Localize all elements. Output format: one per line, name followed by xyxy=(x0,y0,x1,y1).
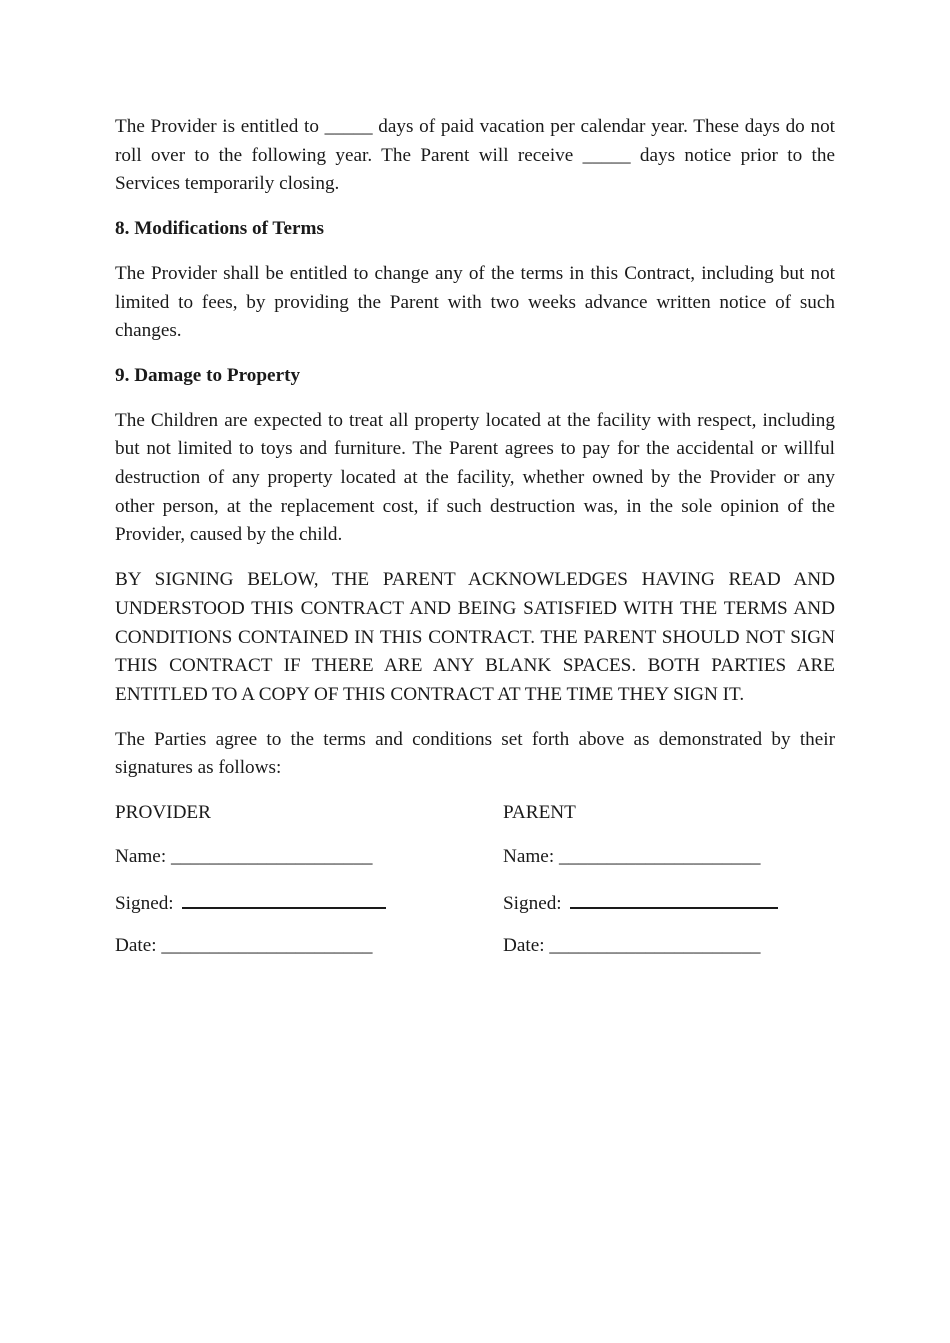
damage-paragraph: The Children are expected to treat all property located at the facility with respect, including but not limited to toys and furniture. The Parent agrees to pay for the accidental or willful destruction of any property located at the facility, whether owned by the Provider or any other person, at the replacement cost, if such destruction was, in the sole opinion of the Provider, caused by the child. xyxy=(115,409,835,546)
modifications-heading: 8. Modifications of Terms xyxy=(115,218,324,240)
agreement-paragraph: The Parties agree to the terms and conditions set forth above as demonstrated by their signatures as follows: xyxy=(115,728,835,779)
provider-signed-field[interactable] xyxy=(115,887,386,916)
document-page xyxy=(115,113,835,956)
provider-signed-label: Signed: xyxy=(115,893,174,915)
damage-heading: 9. Damage to Property xyxy=(115,364,301,386)
parent-title: PARENT xyxy=(503,802,576,824)
provider-name-field[interactable]: Name: _____________________ xyxy=(115,846,373,868)
provider-signature-column xyxy=(115,799,386,976)
parent-signed-field[interactable] xyxy=(503,887,778,916)
parent-signature-line[interactable] xyxy=(570,887,778,909)
parent-signature-column xyxy=(503,799,778,976)
parent-signed-label: Signed: xyxy=(503,893,562,915)
provider-signature-line[interactable] xyxy=(182,887,386,909)
acknowledgement-paragraph: BY SIGNING BELOW, THE PARENT ACKNOWLEDGES HAVING READ AND UNDERSTOOD THIS CONTRACT AND BEING SATISFIED WITH THE TERMS AND CONDITIONS CONTAINED IN THIS CONTRACT. THE PARENT SHOULD NOT SIGN THIS CONTRACT IF THERE ARE ANY BLANK SPACES. BOTH PARTIES ARE ENTITLED TO A COPY OF THIS CONTRACT AT THE TIME THEY SIGN IT. xyxy=(115,569,835,705)
provider-date-field[interactable]: Date: ______________________ xyxy=(115,934,373,956)
provider-title: PROVIDER xyxy=(115,802,211,824)
vacation-paragraph: The Provider is entitled to _____ days of paid vacation per calendar year. These days do not roll over to the following year. The Parent will receive _____ days notice prior to the Services temporarily closing. xyxy=(115,116,835,195)
modifications-paragraph: The Provider shall be entitled to change any of the terms in this Contract, including but not limited to fees, by providing the Parent with two weeks advance written notice of such changes. xyxy=(115,262,835,342)
parent-date-field[interactable]: Date: ______________________ xyxy=(503,934,761,956)
parent-name-field[interactable]: Name: _____________________ xyxy=(503,846,761,868)
